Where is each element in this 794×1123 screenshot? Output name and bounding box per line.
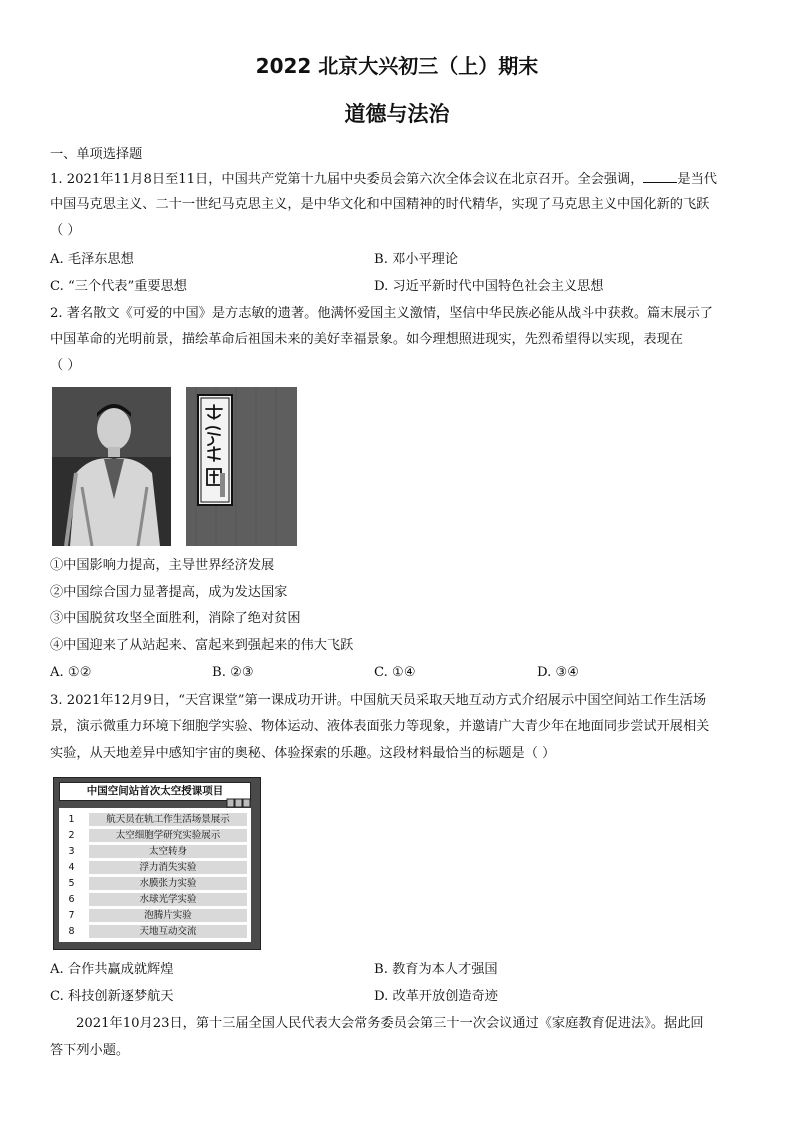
q2-statement-2: ②中国综合国力显著提高，成为发达国家 <box>50 585 288 600</box>
q1-line1-pre: 1. 2021年11月8日至11日，中国共产党第十九届中央委员会第六次全体会议在北京召开。全会强调， <box>50 172 644 187</box>
table-row: 1 航天员在轨工作生活场景展示 <box>64 813 247 826</box>
q1-line2: 中国马克思主义、二十一世纪马克思主义，是中华文化和中国精神的时代精华，实现了马克思主义中国化新的飞跃 <box>50 197 710 212</box>
exam-subject: 道德与法治 <box>344 102 450 126</box>
q3-option-c: C. 科技创新逐梦航天 <box>50 989 174 1004</box>
table-row: 5 水膜张力实验 <box>64 877 247 890</box>
portrait-photo <box>52 387 171 546</box>
q2-statement-3: ③中国脱贫攻坚全面胜利，消除了绝对贫困 <box>50 611 301 626</box>
table-row: 7 泡腾片实验 <box>64 909 247 922</box>
material-line2: 答下列小题。 <box>50 1043 130 1058</box>
q1-option-c: C. “三个代表”重要思想 <box>50 279 187 294</box>
table-row: 2 太空细胞学研究实验展示 <box>64 829 247 842</box>
table-row: 8 天地互动交流 <box>64 925 247 938</box>
decorative-books-icon <box>226 798 252 808</box>
q3-option-a: A. 合作共赢成就辉煌 <box>50 962 174 977</box>
q3-option-b: B. 教育为本人才强国 <box>374 962 498 977</box>
q2-option-b: B. ②③ <box>212 665 254 680</box>
section-heading: 一、单项选择题 <box>50 147 143 162</box>
q1-line3: （ ） <box>50 223 81 238</box>
q2-line1: 2. 著名散文《可爱的中国》是方志敏的遗著。他满怀爱国主义激情，坚信中华民族必能从战斗中获救。篇末展示了 <box>50 306 713 321</box>
table-row: 3 太空转身 <box>64 845 247 858</box>
material-line1: 2021年10月23日，第十三届全国人民代表大会常务委员会第三十一次会议通过《家庭教育促进法》。据此回 <box>76 1016 704 1031</box>
q1-option-a: A. 毛泽东思想 <box>50 252 134 267</box>
q1-option-d: D. 习近平新时代中国特色社会主义思想 <box>374 279 604 294</box>
q2-line3: （ ） <box>50 358 81 373</box>
q2-statement-4: ④中国迎来了从站起来、富起来到强起来的伟大飞跃 <box>50 638 354 653</box>
q3-line1: 3. 2021年12月9日，“天宫课堂”第一课成功开讲。中国航天员采取天地互动方式介绍展示中国空间站工作生活场 <box>50 693 707 708</box>
q2-option-c: C. ①④ <box>374 665 416 680</box>
table-title: 中国空间站首次太空授课项目 <box>59 782 251 801</box>
q2-option-d: D. ③④ <box>537 665 580 680</box>
q1-option-b: B. 邓小平理论 <box>374 252 459 267</box>
q1-blank <box>643 170 677 183</box>
q1-line1 <box>50 170 717 189</box>
table-row: 6 水球光学实验 <box>64 893 247 906</box>
book-cover-photo <box>186 387 297 546</box>
exam-title: 2022 北京大兴初三（上）期末 <box>255 54 539 78</box>
q2-line2: 中国革命的光明前景，描绘革命后祖国未来的美好幸福景象。如今理想照进现实，先烈希望得以实现，表现在 <box>50 332 683 347</box>
q3-option-d: D. 改革开放创造奇迹 <box>374 989 498 1004</box>
q3-line2: 景，演示微重力环境下细胞学实验、物体运动、液体表面张力等现象，并邀请广大青少年在地面同步尝试开展相关 <box>50 719 710 734</box>
table-body <box>59 808 251 942</box>
q1-line1-post: 是当代 <box>677 172 717 187</box>
q2-statement-1: ①中国影响力提高，主导世界经济发展 <box>50 558 275 573</box>
q2-option-a: A. ①② <box>50 665 92 680</box>
space-lesson-table <box>53 777 261 950</box>
q3-line3: 实验，从天地差异中感知宇宙的奥秘、体验探索的乐趣。这段材料最恰当的标题是（ ） <box>50 746 556 761</box>
table-row: 4 浮力消失实验 <box>64 861 247 874</box>
